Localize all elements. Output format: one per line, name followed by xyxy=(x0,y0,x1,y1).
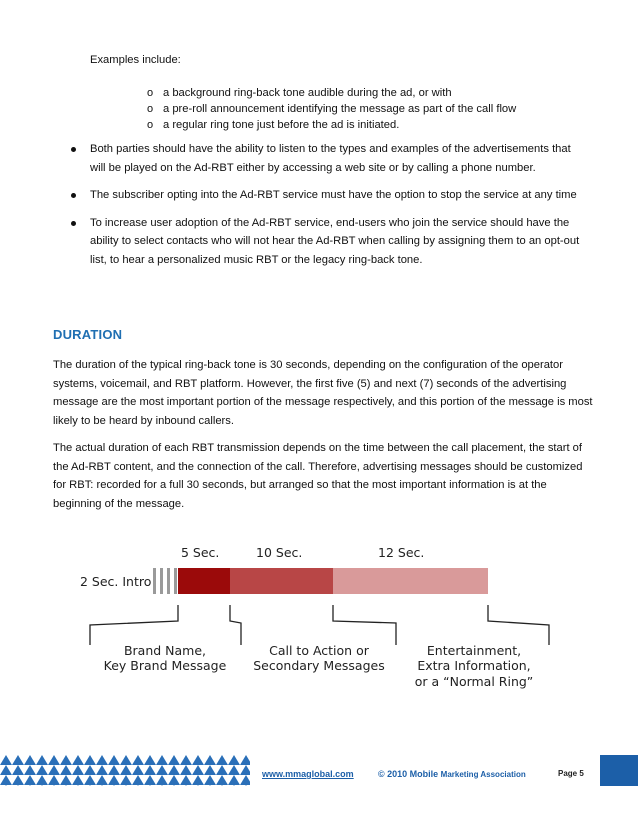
intro-stripe xyxy=(153,568,156,594)
bracket xyxy=(333,605,396,645)
caption-line: Key Brand Message xyxy=(103,658,227,673)
requirements-list xyxy=(69,140,589,278)
circle-bullet-icon: o xyxy=(147,87,154,99)
section-heading: DURATION xyxy=(53,327,123,342)
segment-bar xyxy=(230,568,333,594)
list-item: o a background ring-back tone audible during the ad, or with xyxy=(147,87,452,99)
caption-line: Entertainment, xyxy=(426,643,522,658)
bullet-icon xyxy=(71,147,76,152)
examples-list xyxy=(147,85,516,133)
segment-label: 5 Sec. xyxy=(181,545,220,560)
copyright-text: © 2010 Mobile Marketing Association xyxy=(378,769,526,779)
bracket xyxy=(230,605,241,645)
list-item: The subscriber opting into the Ad-RBT service must have the option to stop the service at any time xyxy=(69,186,589,205)
caption-line: Extra Information, xyxy=(417,658,531,673)
list-item: o a regular ring tone just before the ad is initiated. xyxy=(147,119,400,131)
bracket xyxy=(90,605,178,645)
caption-line: or a “Normal Ring” xyxy=(414,674,534,689)
website-link[interactable]: www.mmaglobal.com xyxy=(262,769,354,779)
footer xyxy=(0,765,638,779)
caption-line: Secondary Messages xyxy=(253,658,385,673)
bracket xyxy=(488,605,549,645)
intro-label: 2 Sec. Intro xyxy=(80,574,152,589)
bullet-icon xyxy=(71,221,76,226)
intro-stripe xyxy=(167,568,170,594)
circle-bullet-icon: o xyxy=(147,103,154,115)
rbt-timeline-diagram xyxy=(0,535,638,695)
intro-stripe xyxy=(174,568,177,594)
caption-line: Call to Action or xyxy=(269,643,369,658)
segment-bar xyxy=(178,568,230,594)
page-number: Page 5 xyxy=(558,769,584,778)
segment-bar xyxy=(333,568,488,594)
circle-bullet-icon: o xyxy=(147,119,154,131)
bullet-icon xyxy=(71,193,76,198)
list-item: o a pre-roll announcement identifying the message as part of the call flow xyxy=(147,103,517,115)
duration-paragraph-1: The duration of the typical ring-back tone is 30 seconds, depending on the configuration of the operator systems, voicemail, and RBT platform. However, the first five (5) and next (7) seconds of the advertising message are the most important portion of the message respectively, and this portion of the message is most likely to be heard by inbound callers. xyxy=(53,359,593,427)
duration-paragraph-2: The actual duration of each RBT transmission depends on the time between the call placement, the start of the Ad-RBT content, and the connection of the call. Therefore, advertising messages should be customized for RBT: recorded for a full 30 seconds, but arranged so that the most important information is at the beginning of the message. xyxy=(53,442,583,510)
segment-label: 12 Sec. xyxy=(378,545,425,560)
intro-stripe xyxy=(160,568,163,594)
caption-line: Brand Name, xyxy=(123,643,207,658)
examples-intro: Examples include: xyxy=(90,54,181,66)
segment-label: 10 Sec. xyxy=(256,545,303,560)
list-item: To increase user adoption of the Ad-RBT service, end-users who join the service should have the ability to select contacts who will not hear the Ad-RBT when calling by assigning them to an opt-out list, to hear a personalized music RBT or the legacy ring-back tone. xyxy=(69,214,589,270)
list-item: Both parties should have the ability to listen to the types and examples of the advertisements that will be played on the Ad-RBT either by accessing a web site or by calling a phone number. xyxy=(69,140,589,177)
